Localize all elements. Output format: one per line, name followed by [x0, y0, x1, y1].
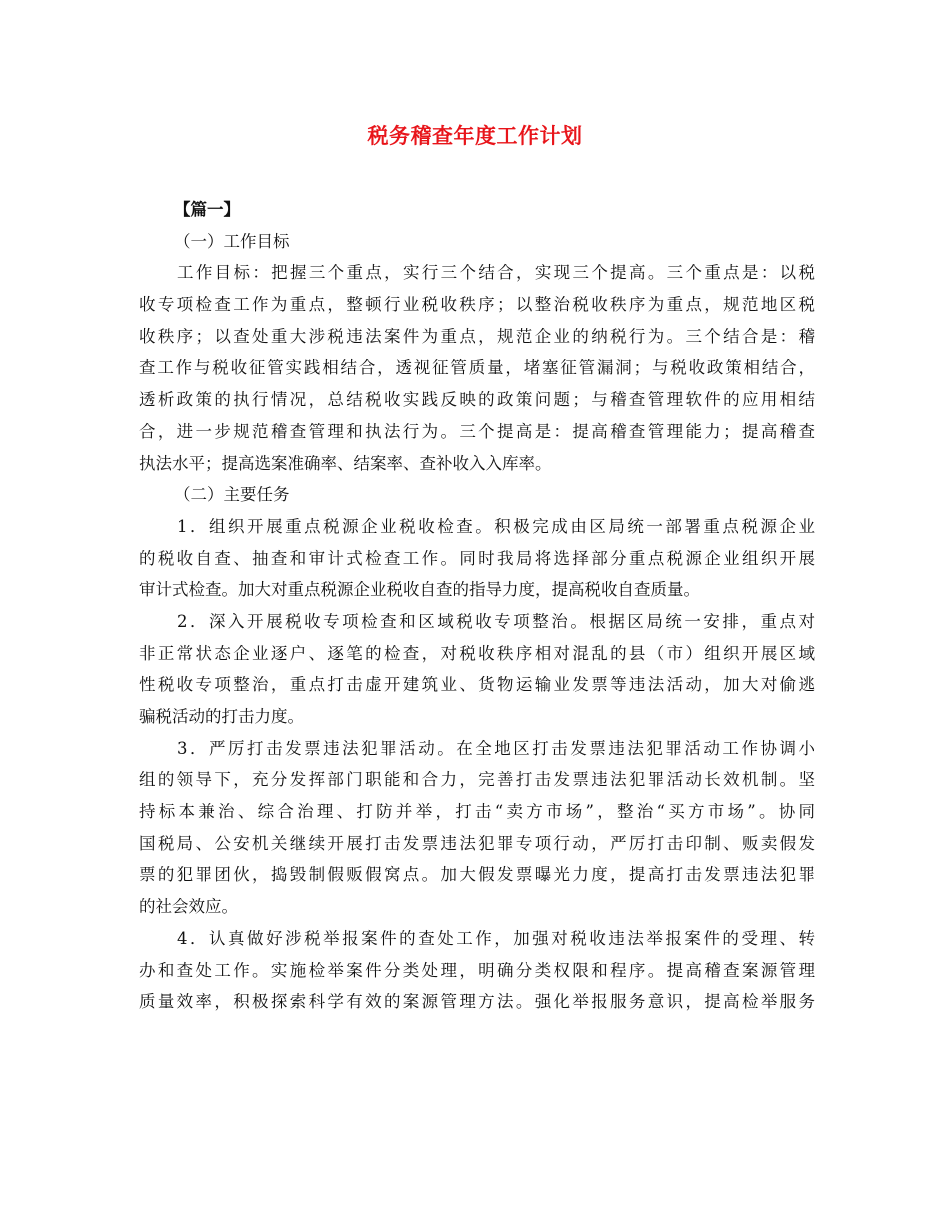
paragraph-line: 收秩序；以查处重大涉税违法案件为重点，规范企业的纳税行为。三个结合是：稽	[139, 326, 815, 346]
paragraph-line: 2．深入开展税收专项检查和区域税收专项整治。根据区局统一安排，重点对	[177, 611, 815, 631]
document-body	[139, 194, 815, 1018]
paragraph-line: 透析政策的执行情况，总结税收实践反映的政策问题；与稽查管理软件的应用相结	[139, 390, 815, 410]
section-marker: 【篇一】	[174, 200, 240, 219]
task-item-3	[139, 733, 815, 923]
paragraph-line: 4．认真做好涉税举报案件的查处工作，加强对税收违法举报案件的受理、转	[177, 928, 815, 948]
paragraph-line: 查工作与税收征管实践相结合，透视征管质量，堵塞征管漏洞；与税收政策相结合，	[139, 358, 815, 378]
paragraph-line: 性税收专项整治，重点打击虚开建筑业、货物运输业发票等违法活动，加大对偷逃	[139, 675, 815, 695]
paragraph-work-goal	[139, 257, 815, 479]
paragraph-line: 非正常状态企业逐户、逐笔的检查，对税收秩序相对混乱的县（市）组织开展区域	[139, 643, 815, 663]
paragraph-line: 1．组织开展重点税源企业税收检查。积极完成由区局统一部署重点税源企业	[177, 516, 815, 536]
heading-main-tasks: （二）主要任务	[174, 485, 290, 505]
task-item-4	[139, 923, 815, 1018]
paragraph-line: 办和查处工作。实施检举案件分类处理，明确分类权限和程序。提高稽查案源管理	[139, 960, 815, 980]
paragraph-line: 骗税活动的打击力度。	[139, 707, 304, 726]
heading-work-goal: （一）工作目标	[174, 231, 290, 251]
paragraph-line: 票的犯罪团伙，捣毁制假贩假窝点。加大假发票曝光力度，提高打击发票违法犯罪	[139, 865, 815, 885]
paragraph-line: 执法水平；提高选案准确率、结案率、查补收入入库率。	[139, 453, 552, 473]
paragraph-line: 持标本兼治、综合治理、打防并举，打击“卖方市场”，整治“买方市场”。协同	[139, 802, 815, 822]
paragraph-line: 国税局、公安机关继续开展打击发票违法犯罪专项行动，严厉打击印制、贩卖假发	[139, 833, 815, 853]
paragraph-line: 3．严厉打击发票违法犯罪活动。在全地区打击发票违法犯罪活动工作协调小	[177, 738, 815, 758]
paragraph-line: 收专项检查工作为重点，整顿行业税收秩序；以整治税收秩序为重点，规范地区税	[139, 295, 815, 315]
task-item-2	[139, 606, 815, 733]
document-title: 税务稽查年度工作计划	[367, 123, 583, 148]
paragraph-line: 合，进一步规范稽查管理和执法行为。三个提高是：提高稽查管理能力；提高稽查	[139, 421, 815, 441]
paragraph-line: 的税收自查、抽查和审计式检查工作。同时我局将选择部分重点税源企业组织开展	[139, 548, 815, 568]
task-item-1	[139, 511, 815, 606]
paragraph-line: 质量效率，积极探索科学有效的案源管理方法。强化举报服务意识，提高检举服务	[139, 992, 815, 1012]
paragraph-line: 工作目标：把握三个重点，实行三个结合，实现三个提高。三个重点是：以税	[177, 263, 815, 283]
paragraph-line: 审计式检查。加大对重点税源企业税收自查的指导力度，提高税收自查质量。	[139, 580, 700, 600]
paragraph-line: 组的领导下，充分发挥部门职能和合力，完善打击发票违法犯罪活动长效机制。坚	[139, 770, 815, 790]
paragraph-line: 的社会效应。	[139, 897, 238, 917]
